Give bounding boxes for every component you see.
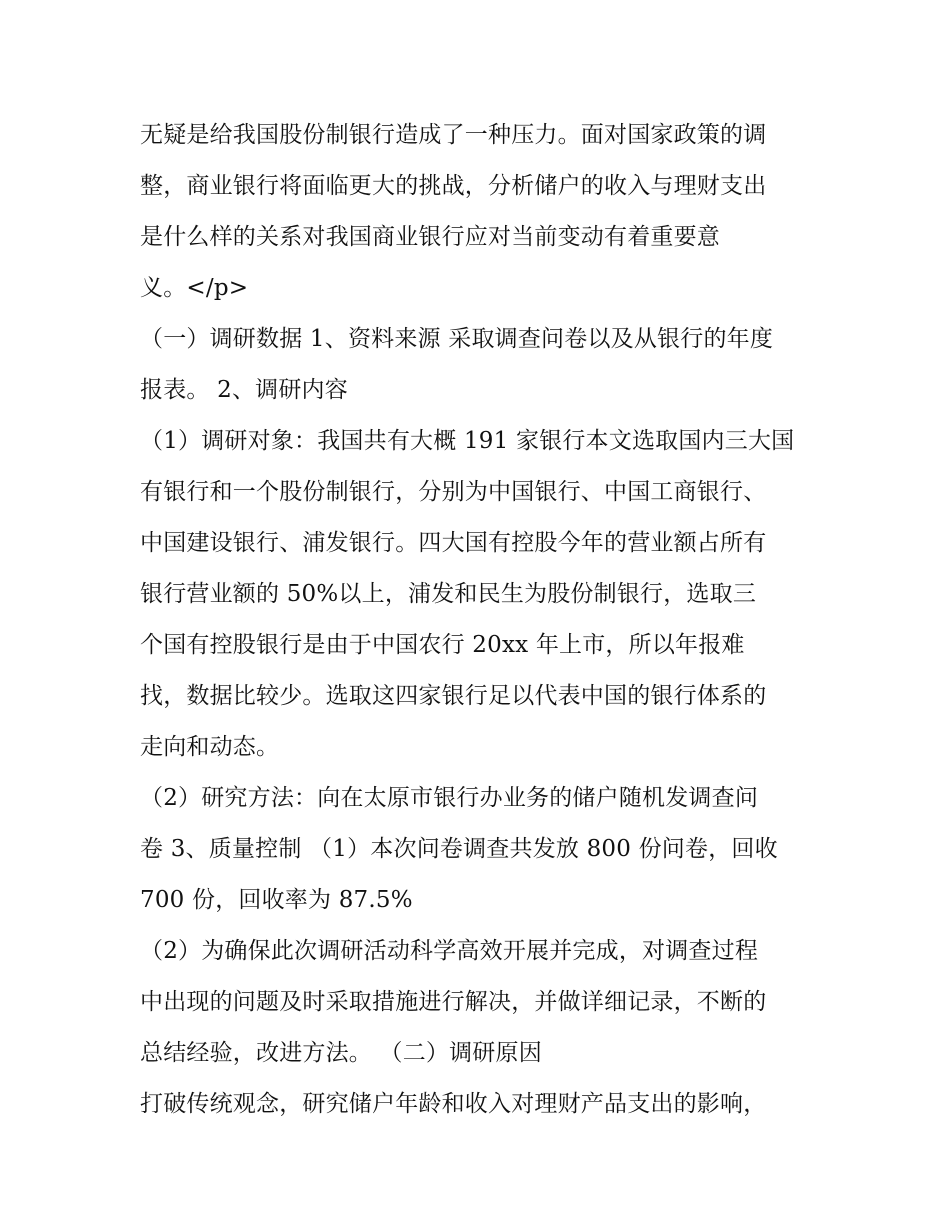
text-line: （1）调研对象：我国共有大概 191 家银行本文选取国内三大国 (140, 428, 795, 454)
text-line: 走向和动态。 (140, 734, 280, 760)
text-line: 个国有控股银行是由于中国农行 20xx 年上市，所以年报难 (140, 632, 745, 658)
text-line: 找，数据比较少。选取这四家银行足以代表中国的银行体系的 (140, 683, 767, 709)
text-line: 无疑是给我国股份制银行造成了一种压力。面对国家政策的调 (140, 122, 767, 148)
text-line: （2）为确保此次调研活动科学高效开展并完成，对调查过程 (140, 938, 759, 964)
text-line: 总结经验，改进方法。 （二）调研原因 (140, 1040, 542, 1066)
text-line: 打破传统观念，研究储户年龄和收入对理财产品支出的影响， (140, 1091, 767, 1117)
text-line: 是什么样的关系对我国商业银行应对当前变动有着重要意 (140, 224, 720, 250)
text-line: （一）调研数据 1、资料来源 采取调查问卷以及从银行的年度 (140, 326, 774, 352)
text-line: 卷 3、质量控制 （1）本次问卷调查共发放 800 份问卷，回收 (140, 836, 778, 862)
text-line: 义。</p> (140, 275, 249, 301)
text-line: 700 份，回收率为 87.5% (140, 887, 413, 913)
document-body (140, 110, 830, 1130)
text-line: 银行营业额的 50%以上，浦发和民生为股份制银行，选取三 (140, 581, 757, 607)
text-line: 整，商业银行将面临更大的挑战，分析储户的收入与理财支出 (140, 173, 767, 199)
text-line: 报表。 2、调研内容 (140, 377, 348, 403)
text-line: 有银行和一个股份制银行，分别为中国银行、中国工商银行、 (140, 479, 767, 505)
text-line: （2）研究方法：向在太原市银行办业务的储户随机发调查问 (140, 785, 759, 811)
text-line: 中国建设银行、浦发银行。四大国有控股今年的营业额占所有 (140, 530, 767, 556)
text-line: 中出现的问题及时采取措施进行解决，并做详细记录，不断的 (140, 989, 767, 1015)
